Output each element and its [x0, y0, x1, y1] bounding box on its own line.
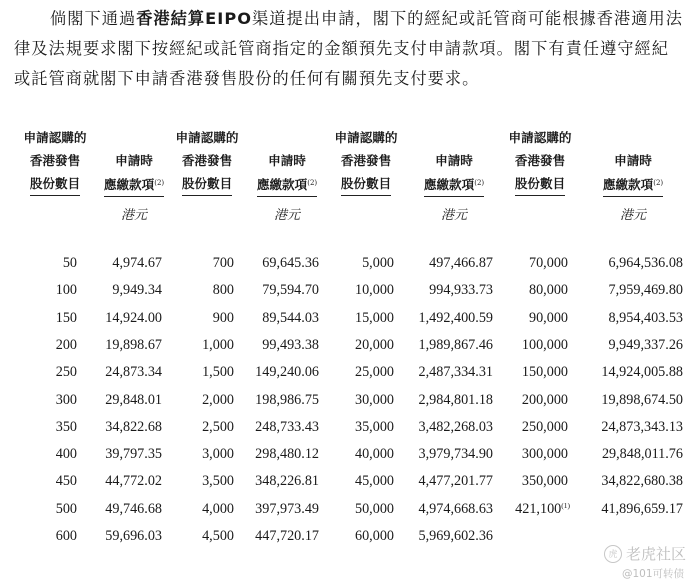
cell-amount: 41,896,659.17	[601, 500, 683, 517]
cell-amount: 1,989,867.46	[418, 336, 493, 353]
cell-shares: 25,000	[354, 364, 394, 381]
unit-label: 港元	[273, 208, 300, 223]
cell-shares: 600	[55, 528, 77, 544]
cell-amount: 19,898.67	[105, 336, 162, 353]
cell-shares: 300	[55, 391, 77, 408]
cell-shares: 250,000	[521, 418, 568, 435]
cell-shares: 35,000	[354, 418, 394, 435]
cell-shares: 350,000	[521, 473, 568, 490]
cell-shares: 200,000	[521, 391, 568, 408]
cell-shares: 40,000	[354, 446, 394, 463]
cell-amount: 8,954,403.53	[608, 309, 683, 326]
cell-amount: 3,979,734.90	[418, 446, 493, 463]
cell-shares: 3,500	[202, 473, 234, 490]
cell-shares: 50,000	[354, 500, 394, 517]
cell-shares: 350	[55, 418, 77, 435]
cell-shares: 150,000	[521, 364, 568, 381]
cell-amount: 298,480.12	[255, 446, 319, 463]
header-shares-line: 申請認購的	[175, 130, 239, 145]
cell-shares: 250	[55, 364, 77, 381]
cell-shares: 50	[62, 255, 77, 271]
cell-shares: 4,000	[202, 500, 234, 517]
cell-amount: 99,493.38	[262, 336, 319, 353]
cell-amount: 248,733.43	[255, 418, 319, 435]
cell-shares: 30,000	[354, 391, 394, 408]
cell-shares: 10,000	[354, 282, 394, 299]
header-shares-line: 香港發售	[514, 153, 566, 168]
cell-amount: 4,974.67	[112, 255, 162, 271]
cell-amount: 4,974,668.63	[418, 500, 493, 517]
header-shares-1	[15, 126, 95, 196]
cell-shares: 45,000	[354, 473, 394, 490]
header-amount-line: 申請時	[115, 153, 153, 168]
cell-shares: 200	[55, 336, 77, 353]
cell-amount: 24,873,343.13	[601, 418, 683, 435]
header-amount-1	[89, 149, 179, 197]
header-amount-4	[588, 149, 678, 197]
header-shares-2	[167, 126, 247, 196]
header-note: (2)	[653, 179, 664, 187]
cell-amount: 39,797.35	[105, 446, 162, 463]
cell-shares: 1,000	[202, 336, 234, 353]
header-shares-4	[500, 126, 580, 196]
cell-shares: 2,500	[202, 418, 234, 435]
cell-shares: 4,500	[202, 528, 234, 544]
cell-amount: 34,822.68	[105, 418, 162, 435]
header-amount-2	[242, 149, 332, 197]
watermark	[604, 543, 686, 564]
cell-amount: 994,933.73	[429, 282, 493, 299]
header-shares-3	[326, 126, 406, 196]
cell-amount: 198,986.75	[255, 391, 319, 408]
header-shares-line: 股份數目	[341, 172, 391, 196]
header-shares-line: 申請認購的	[334, 130, 398, 145]
header-note: (2)	[474, 179, 485, 187]
cell-amount: 6,964,536.08	[608, 255, 683, 271]
cell-shares: 400	[55, 446, 77, 463]
cell-shares: 800	[212, 282, 234, 299]
cell-shares: 20,000	[354, 336, 394, 353]
header-amount-line: 申請時	[614, 153, 652, 168]
cell-amount: 1,492,400.59	[418, 309, 493, 326]
header-shares-line: 香港發售	[340, 153, 392, 168]
cell-shares: 15,000	[354, 309, 394, 326]
header-shares-line: 申請認購的	[23, 130, 87, 145]
header-shares-line: 股份數目	[515, 172, 565, 196]
cell-amount: 5,969,602.36	[418, 528, 493, 544]
cell-shares: 70,000	[528, 255, 568, 271]
cell-shares: 450	[55, 473, 77, 490]
header-shares-line: 香港發售	[181, 153, 233, 168]
paragraph-text-1: 倘閣下通過	[50, 9, 137, 28]
cell-amount: 89,544.03	[262, 309, 319, 326]
cell-amount: 348,226.81	[255, 473, 319, 490]
header-amount-line: 應繳款項$^{(2)}$	[257, 172, 317, 197]
cell-shares: 150	[55, 309, 77, 326]
cell-shares: 5,000	[362, 255, 394, 271]
header-shares-line: 股份數目	[30, 172, 80, 196]
cell-amount: 9,949.34	[112, 282, 162, 299]
cell-amount: 79,594.70	[262, 282, 319, 299]
cell-amount: 69,645.36	[262, 255, 319, 271]
cell-amount: 29,848.01	[105, 391, 162, 408]
header-note: (2)	[307, 179, 318, 187]
cell-amount: 4,477,201.77	[418, 473, 493, 490]
cell-shares: 100,000	[521, 336, 568, 353]
cell-amount: 24,873.34	[105, 364, 162, 381]
cell-shares: 421,100$^{(1)}$	[515, 500, 570, 517]
cell-amount: 49,746.68	[105, 500, 162, 517]
watermark-sub: @101可转债	[621, 568, 684, 580]
cell-amount: 447,720.17	[255, 528, 319, 544]
cell-amount: 29,848,011.76	[601, 446, 683, 463]
cell-amount: 9,949,337.26	[608, 336, 683, 353]
cell-amount: 397,973.49	[255, 500, 319, 517]
watermark-main: 老虎社区	[625, 545, 686, 563]
cell-amount: 34,822,680.38	[601, 473, 683, 490]
cell-amount: 497,466.87	[429, 255, 493, 271]
shares-note: (1)	[561, 500, 570, 510]
header-amount-line: 申請時	[268, 153, 306, 168]
unit-label: 港元	[440, 208, 467, 223]
cell-amount: 14,924,005.88	[601, 364, 683, 381]
cell-amount: 59,696.03	[105, 528, 162, 544]
cell-shares: 100	[55, 282, 77, 299]
header-amount-line: 應繳款項$^{(2)}$	[603, 172, 663, 197]
header-shares-line: 股份數目	[182, 172, 232, 196]
cell-shares: 300,000	[521, 446, 568, 463]
cell-shares: 500	[55, 500, 77, 517]
unit-label: 港元	[619, 208, 646, 223]
cell-amount: 19,898,674.50	[601, 391, 683, 408]
cell-amount: 149,240.06	[255, 364, 319, 381]
cell-shares: 90,000	[528, 309, 568, 326]
paragraph-text-2: 渠道提出申請，閣下的經紀或託管商可能根據香港適用法律及法規要求閣下按經紀或託管商指定的金額預先支付申請款項。閣下有責任遵守經紀或託管商就閣下申請香港發售股份的任何有關預先支付要求。	[14, 9, 683, 88]
header-shares-line: 香港發售	[29, 153, 81, 168]
header-amount-line: 申請時	[435, 153, 473, 168]
cell-shares: 900	[212, 309, 234, 326]
cell-shares: 3,000	[202, 446, 234, 463]
cell-shares: 2,000	[202, 391, 234, 408]
cell-shares: 1,500	[202, 364, 234, 381]
cell-amount: 2,984,801.18	[418, 391, 493, 408]
unit-label: 港元	[120, 208, 147, 223]
header-shares-line: 申請認購的	[508, 130, 572, 145]
cell-shares: 60,000	[354, 528, 394, 544]
cell-shares: 80,000	[528, 282, 568, 299]
header-amount-3	[409, 149, 499, 197]
tiger-logo-icon: 虎	[604, 545, 622, 563]
header-amount-line: 應繳款項$^{(2)}$	[424, 172, 484, 197]
cell-amount: 14,924.00	[105, 309, 162, 326]
intro-paragraph	[14, 4, 686, 94]
header-amount-line: 應繳款項$^{(2)}$	[104, 172, 164, 197]
cell-amount: 44,772.02	[105, 473, 162, 490]
cell-amount: 7,959,469.80	[608, 282, 683, 299]
header-note: (2)	[154, 179, 165, 187]
cell-amount: 2,487,334.31	[418, 364, 493, 381]
cell-amount: 3,482,268.03	[418, 418, 493, 435]
paragraph-text-bold: 香港結算EIPO	[136, 9, 253, 28]
cell-shares: 700	[212, 255, 234, 271]
